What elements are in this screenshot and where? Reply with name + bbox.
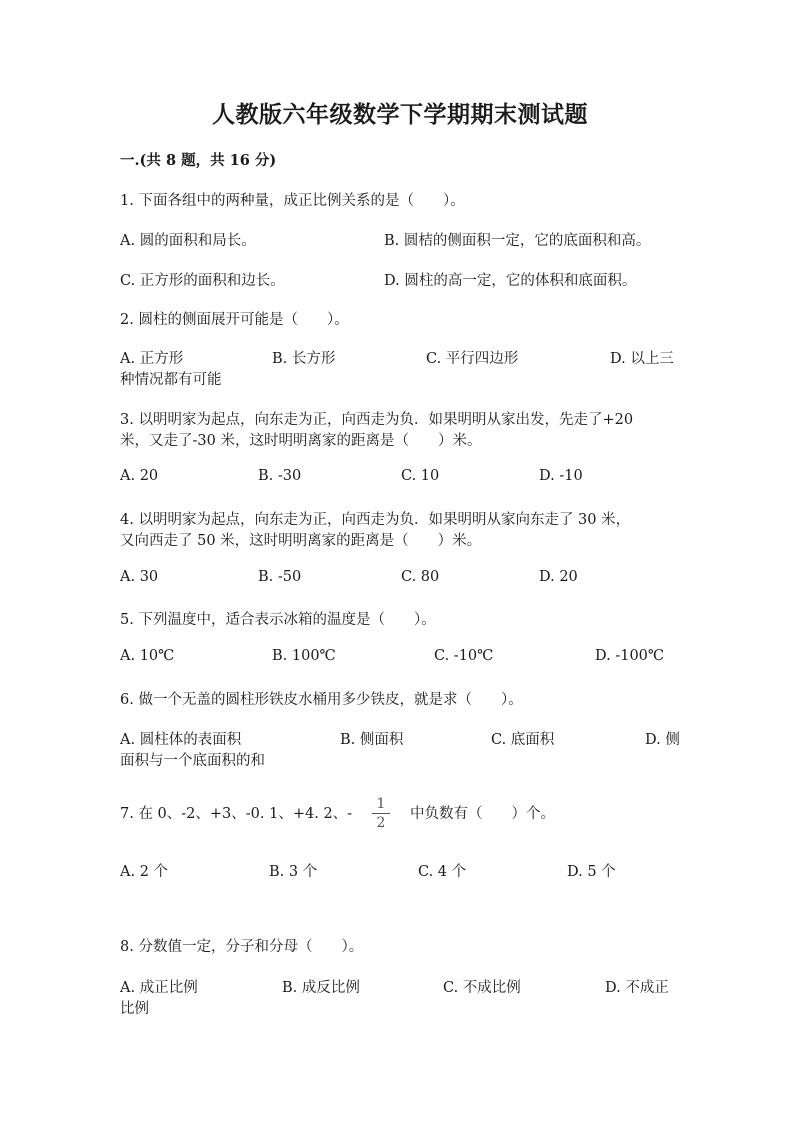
question-7-stem-part-2: 中负数有（ ）个。 xyxy=(410,806,555,822)
question-1-option-c: C. 正方形的面积和边长。 xyxy=(120,273,285,289)
question-3-option-b: B. -30 xyxy=(258,468,302,484)
question-1-option-a: A. 圆的面积和局长。 xyxy=(120,233,256,249)
question-5-stem: 5. 下列温度中，适合表示冰箱的温度是（ ）。 xyxy=(120,612,436,628)
question-7-option-a: A. 2 个 xyxy=(120,864,169,880)
question-8-option-c: C. 不成比例 xyxy=(443,980,521,996)
question-6-option-c: C. 底面积 xyxy=(491,732,555,748)
question-8-option-d: D. 不成正 xyxy=(605,980,669,996)
question-2-option-b: B. 长方形 xyxy=(272,351,336,367)
question-3-option-d: D. -10 xyxy=(539,468,583,484)
question-4-option-d: D. 20 xyxy=(539,569,578,585)
question-4-stem-line-2: 又向西走了 50 米，这时明明离家的距离是（ ）米。 xyxy=(120,533,482,549)
question-3-stem-line-1: 3. 以明明家为起点，向东走为正，向西走为负．如果明明从家出发，先走了+20 xyxy=(120,412,634,428)
question-4-option-b: B. -50 xyxy=(258,569,302,585)
question-2-option-d: D. 以上三 xyxy=(610,351,674,367)
question-2-option-d-continued: 种情况都有可能 xyxy=(120,372,222,388)
question-6-option-b: B. 侧面积 xyxy=(340,732,404,748)
question-6-stem: 6. 做一个无盖的圆柱形铁皮水桶用多少铁皮，就是求（ ）。 xyxy=(120,692,523,708)
question-6-option-a: A. 圆柱体的表面积 xyxy=(120,732,242,748)
question-8-option-d-continued: 比例 xyxy=(120,1001,149,1017)
question-5-option-d: D. -100℃ xyxy=(595,648,665,664)
question-6-option-d: D. 侧 xyxy=(645,732,680,748)
question-8-stem: 8. 分数值一定，分子和分母（ ）。 xyxy=(120,939,364,955)
question-4-stem-line-1: 4. 以明明家为起点，向东走为正，向西走为负．如果明明从家向东走了 30 米， xyxy=(120,512,631,528)
fraction-denominator: 2 xyxy=(376,815,386,831)
question-7-option-b: B. 3 个 xyxy=(269,864,318,880)
page-title: 人教版六年级数学下学期期末测试题 xyxy=(212,101,588,128)
question-7-stem-part-1: 7. 在 0、-2、+3、-0. 1、+4. 2、- xyxy=(120,806,353,822)
question-6-option-d-continued: 面积与一个底面积的和 xyxy=(120,753,265,769)
question-3-option-c: C. 10 xyxy=(401,468,440,484)
section-heading: 一.(共 8 题，共 16 分) xyxy=(120,152,277,169)
question-1-stem: 1. 下面各组中的两种量，成正比例关系的是（ ）。 xyxy=(120,193,465,209)
fraction-one-half xyxy=(372,796,390,831)
question-3-stem-line-2: 米，又走了-30 米，这时明明离家的距离是（ ）米。 xyxy=(120,433,482,449)
question-3-option-a: A. 20 xyxy=(120,468,159,484)
question-8-option-a: A. 成正比例 xyxy=(120,980,198,996)
question-7-option-c: C. 4 个 xyxy=(418,864,467,880)
fraction-bar xyxy=(372,813,390,814)
question-4-option-c: C. 80 xyxy=(401,569,440,585)
question-5-option-a: A. 10℃ xyxy=(120,648,175,664)
question-2-stem: 2. 圆柱的侧面展开可能是（ ）。 xyxy=(120,312,349,328)
question-5-option-c: C. -10℃ xyxy=(434,648,494,664)
question-8-option-b: B. 成反比例 xyxy=(282,980,360,996)
question-5-option-b: B. 100℃ xyxy=(272,648,336,664)
question-2-option-a: A. 正方形 xyxy=(120,351,184,367)
question-1-option-b: B. 圆桔的侧面积一定，它的底面积和高。 xyxy=(384,233,651,249)
question-7-option-d: D. 5 个 xyxy=(567,864,616,880)
question-2-option-c: C. 平行四边形 xyxy=(426,351,519,367)
question-4-option-a: A. 30 xyxy=(120,569,159,585)
fraction-numerator: 1 xyxy=(376,796,386,812)
question-1-option-d: D. 圆柱的高一定，它的体积和底面积。 xyxy=(384,273,637,289)
